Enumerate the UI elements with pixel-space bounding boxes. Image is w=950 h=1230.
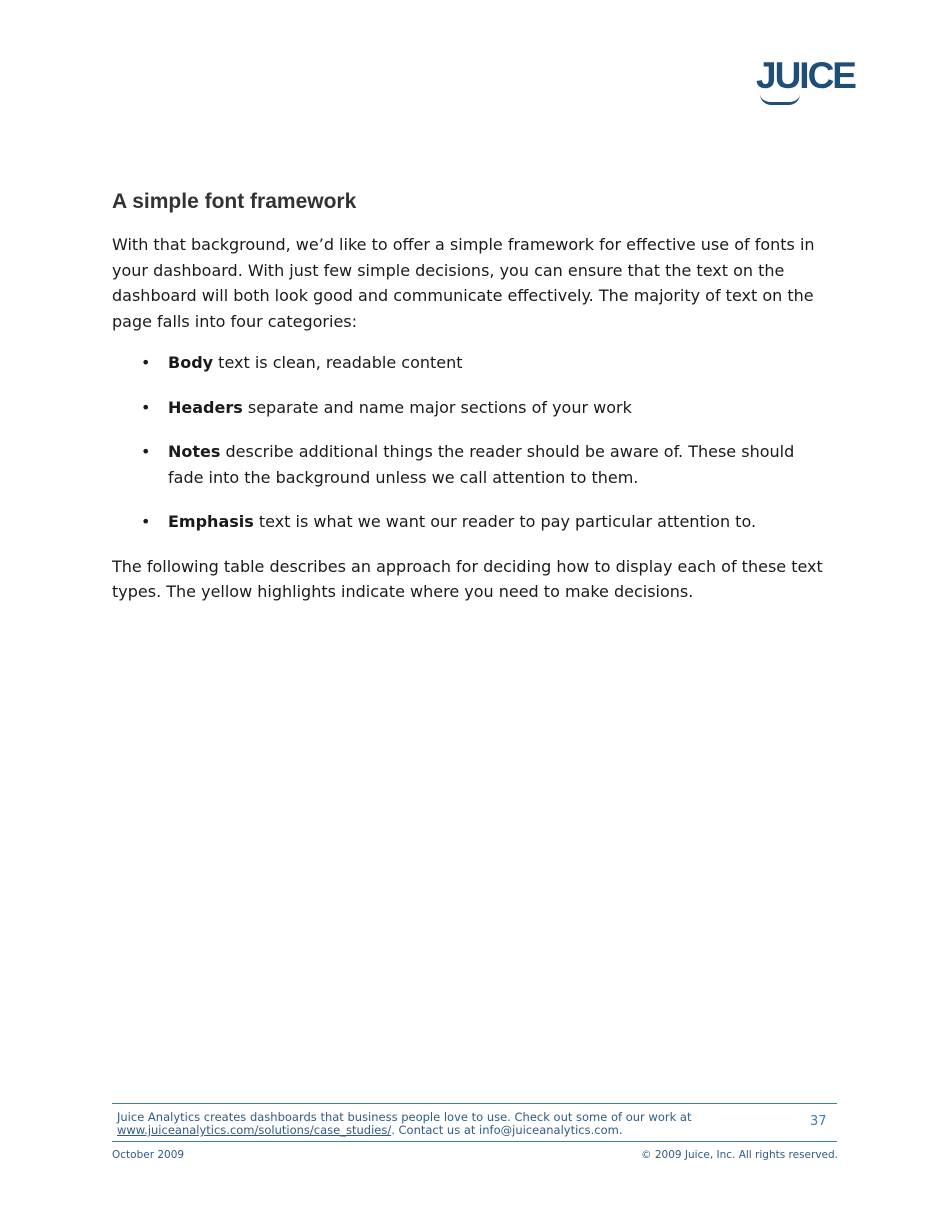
footer-top-rule [112, 1103, 837, 1104]
footer-copyright: © 2009 Juice, Inc. All rights reserved. [641, 1149, 838, 1161]
item-term: Headers [168, 397, 243, 417]
footer-contact: . Contact us at info@juiceanalytics.com. [391, 1123, 623, 1137]
category-list [112, 350, 832, 535]
list-item [112, 350, 832, 376]
bullet-icon: • [141, 397, 151, 417]
footer-date: October 2009 [112, 1149, 185, 1161]
main-content [112, 188, 832, 605]
juice-logo [756, 55, 855, 104]
item-term: Notes [168, 442, 221, 461]
list-item [112, 509, 832, 535]
item-term: Emphasis [168, 512, 254, 531]
logo-smile-icon [760, 94, 800, 105]
list-item [112, 439, 832, 490]
item-desc: describe additional things the reader should be aware of. These should fade into the background unless we call attention to them. [168, 442, 795, 487]
logo-text: JUICE [756, 55, 855, 96]
bullet-icon: • [141, 512, 151, 531]
section-title: A simple font framework [112, 190, 357, 213]
intro-paragraph: With that background, we’d like to offer a simple framework for effective use of fonts in your dashboard. With just few simple decisions, you can ensure that the text on the dashboard will both look good and communicate effectively. The majority of text on the page falls into four categories: [112, 235, 815, 331]
list-item [112, 395, 832, 421]
item-desc: text is clean, readable content [213, 353, 463, 372]
bullet-icon: • [141, 353, 151, 372]
footer-line1: Juice Analytics creates dashboards that business people love to use. Check out some of our work at [117, 1110, 692, 1124]
footer-bottom-rule [112, 1141, 837, 1142]
bullet-icon: • [141, 442, 151, 461]
item-desc: text is what we want our reader to pay particular attention to. [253, 512, 757, 531]
item-desc: separate and name major sections of your work [242, 397, 632, 417]
footer-blurb [117, 1111, 737, 1137]
item-term: Body [168, 353, 214, 372]
case-studies-link[interactable]: www.juiceanalytics.com/solutions/case_studies/ [117, 1123, 392, 1137]
page-number: 37 [810, 1114, 827, 1129]
closing-paragraph: The following table describes an approach for deciding how to display each of these text types. The yellow highlights indicate where you need to make decisions. [112, 556, 823, 601]
